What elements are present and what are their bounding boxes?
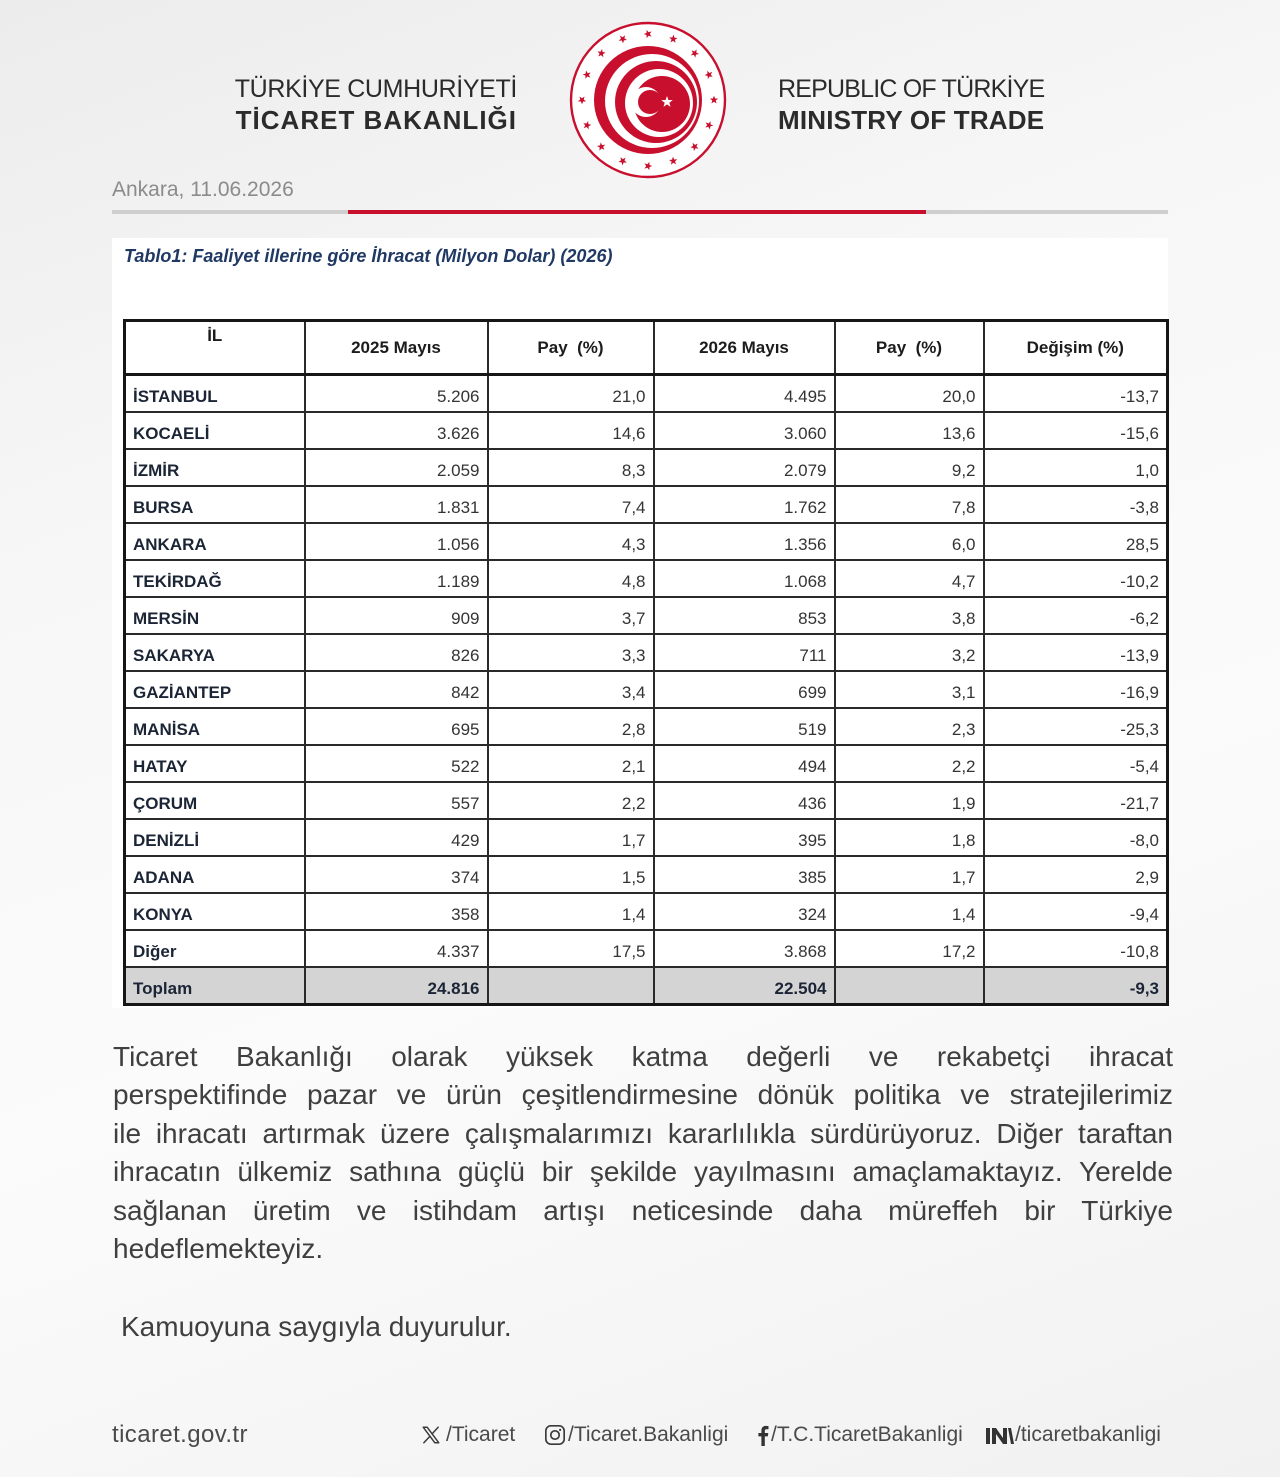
cell-2025-mayis: 3.626 [305, 412, 488, 449]
closing-statement: Kamuoyuna saygıyla duyurulur. [121, 1311, 512, 1342]
cell-pay-2026: 3,8 [835, 597, 984, 634]
ministry-name-en: MINISTRY OF TRADE [778, 105, 1045, 135]
cell-pay-2025 [488, 967, 654, 1005]
cell-degisim: -10,8 [984, 930, 1168, 967]
header-divider-accent [348, 210, 926, 214]
nsosyal-icon[interactable] [986, 1424, 1014, 1446]
cell-province: ÇORUM [125, 782, 305, 819]
cell-province: MANİSA [125, 708, 305, 745]
seal-crescent-cut [638, 90, 662, 114]
cell-degisim: -25,3 [984, 708, 1168, 745]
cell-degisim: 2,9 [984, 856, 1168, 893]
paragraph-line: ile ihracatı artırmak üzere çalışmalarımızı kararlılıkla sürdürüyoruz. Diğer taraftan [113, 1117, 1173, 1149]
cell-pay-2025: 2,8 [488, 708, 654, 745]
cell-2026-mayis: 3.868 [654, 930, 835, 967]
cell-province: KOCAELİ [125, 412, 305, 449]
cell-pay-2026: 6,0 [835, 523, 984, 560]
cell-pay-2025: 4,3 [488, 523, 654, 560]
paragraph-line: sağlanan üretim ve istihdam artışı neticesinde daha müreffeh bir Türkiye [113, 1194, 1173, 1226]
cell-2026-mayis: 1.356 [654, 523, 835, 560]
country-name-en: REPUBLIC OF TÜRKİYE [778, 75, 1045, 103]
cell-pay-2026: 1,7 [835, 856, 984, 893]
cell-pay-2025: 3,7 [488, 597, 654, 634]
paragraph-line: perspektifinde pazar ve ürün çeşitlendirmesine dönük politika ve stratejilerimiz [113, 1079, 1173, 1111]
cell-province: Toplam [125, 967, 305, 1005]
ministry-name-turkish [235, 74, 517, 136]
cell-2025-mayis: 1.056 [305, 523, 488, 560]
table-row [125, 819, 1168, 856]
cell-degisim: -9,3 [984, 967, 1168, 1005]
cell-pay-2025: 1,4 [488, 893, 654, 930]
table-header [125, 321, 1168, 375]
table-row [125, 856, 1168, 893]
cell-pay-2025: 1,7 [488, 819, 654, 856]
table-row [125, 671, 1168, 708]
export-table [123, 319, 1169, 1006]
cell-2025-mayis: 826 [305, 634, 488, 671]
cell-2026-mayis: 1.762 [654, 486, 835, 523]
table-row [125, 523, 1168, 560]
cell-2026-mayis: 4.495 [654, 375, 835, 413]
table-row [125, 597, 1168, 634]
cell-province: TEKİRDAĞ [125, 560, 305, 597]
cell-province: İSTANBUL [125, 375, 305, 413]
table-row [125, 782, 1168, 819]
cell-2026-mayis: 853 [654, 597, 835, 634]
table-row [125, 708, 1168, 745]
cell-2026-mayis: 699 [654, 671, 835, 708]
cell-degisim: -13,7 [984, 375, 1168, 413]
cell-2025-mayis: 2.059 [305, 449, 488, 486]
paragraph-line: hedeflemekteyiz. [113, 1233, 324, 1265]
column-header-pay-2025: Pay (%) [488, 321, 654, 375]
cell-2025-mayis: 842 [305, 671, 488, 708]
country-name-tr: TÜRKİYE CUMHURİYETİ [234, 75, 517, 103]
x-icon[interactable] [420, 1424, 442, 1446]
cell-2026-mayis: 22.504 [654, 967, 835, 1005]
column-header-il: İL [125, 321, 305, 375]
cell-pay-2025: 17,5 [488, 930, 654, 967]
cell-2026-mayis: 519 [654, 708, 835, 745]
cell-2025-mayis: 1.189 [305, 560, 488, 597]
table-row [125, 412, 1168, 449]
cell-degisim: -15,6 [984, 412, 1168, 449]
cell-province: GAZİANTEP [125, 671, 305, 708]
x-handle-link[interactable]: /Ticaret [446, 1423, 516, 1446]
cell-province: ADANA [125, 856, 305, 893]
cell-pay-2026: 3,2 [835, 634, 984, 671]
cell-pay-2026: 9,2 [835, 449, 984, 486]
cell-pay-2025: 1,5 [488, 856, 654, 893]
cell-2026-mayis: 711 [654, 634, 835, 671]
table-row [125, 486, 1168, 523]
cell-pay-2026: 7,8 [835, 486, 984, 523]
cell-province: İZMİR [125, 449, 305, 486]
date-line: Ankara, 11.06.2026 [112, 178, 294, 201]
cell-degisim: -13,9 [984, 634, 1168, 671]
table-title: Tablo1: Faaliyet illerine göre İhracat (Milyon Dolar) (2026) [124, 246, 613, 266]
cell-pay-2025: 7,4 [488, 486, 654, 523]
cell-2025-mayis: 1.831 [305, 486, 488, 523]
table-row [125, 893, 1168, 930]
cell-2025-mayis: 374 [305, 856, 488, 893]
cell-degisim: -21,7 [984, 782, 1168, 819]
column-header-2025-mayis: 2025 Mayıs [305, 321, 488, 375]
ministry-seal-logo [568, 20, 728, 180]
cell-pay-2025: 4,8 [488, 560, 654, 597]
cell-pay-2025: 21,0 [488, 375, 654, 413]
cell-pay-2026: 1,4 [835, 893, 984, 930]
table-row [125, 375, 1168, 413]
website-link[interactable]: ticaret.gov.tr [112, 1421, 248, 1448]
paragraph-line: ihracatın ülkemiz sathına güçlü bir şekilde yayılmasını amaçlamaktayız. Yerelde [113, 1156, 1173, 1188]
announcement-paragraph [113, 1038, 1173, 1268]
table-total-row [125, 967, 1168, 1005]
cell-pay-2026: 4,7 [835, 560, 984, 597]
instagram-handle-link[interactable]: /Ticaret.Bakanligi [568, 1423, 729, 1446]
cell-pay-2026 [835, 967, 984, 1005]
column-header-pay-2026: Pay (%) [835, 321, 984, 375]
table-row [125, 745, 1168, 782]
cell-pay-2025: 3,4 [488, 671, 654, 708]
nsosyal-handle-link[interactable]: /ticaretbakanligi [1015, 1423, 1161, 1446]
table-row [125, 449, 1168, 486]
cell-2026-mayis: 385 [654, 856, 835, 893]
cell-province: HATAY [125, 745, 305, 782]
cell-2026-mayis: 2.079 [654, 449, 835, 486]
table-row [125, 634, 1168, 671]
table-body [125, 375, 1168, 1005]
cell-degisim: 28,5 [984, 523, 1168, 560]
cell-pay-2025: 8,3 [488, 449, 654, 486]
cell-degisim: -10,2 [984, 560, 1168, 597]
cell-degisim: -8,0 [984, 819, 1168, 856]
facebook-icon[interactable] [757, 1424, 769, 1446]
cell-2025-mayis: 522 [305, 745, 488, 782]
column-header-degisim: Değişim (%) [984, 321, 1168, 375]
cell-degisim: -6,2 [984, 597, 1168, 634]
cell-degisim: -16,9 [984, 671, 1168, 708]
cell-2025-mayis: 909 [305, 597, 488, 634]
table-row [125, 560, 1168, 597]
cell-pay-2025: 14,6 [488, 412, 654, 449]
cell-degisim: -9,4 [984, 893, 1168, 930]
cell-degisim: -3,8 [984, 486, 1168, 523]
cell-2026-mayis: 324 [654, 893, 835, 930]
ministry-name-tr: TİCARET BAKANLIĞI [235, 105, 517, 135]
cell-pay-2025: 2,2 [488, 782, 654, 819]
cell-pay-2026: 2,2 [835, 745, 984, 782]
cell-pay-2025: 3,3 [488, 634, 654, 671]
paragraph-line: Ticaret Bakanlığı olarak yüksek katma değerli ve rekabetçi ihracat [113, 1041, 1173, 1072]
cell-2025-mayis: 358 [305, 893, 488, 930]
cell-2026-mayis: 1.068 [654, 560, 835, 597]
cell-province: BURSA [125, 486, 305, 523]
table-header-row [125, 321, 1168, 375]
table-row [125, 930, 1168, 967]
cell-2026-mayis: 395 [654, 819, 835, 856]
cell-province: ANKARA [125, 523, 305, 560]
cell-province: SAKARYA [125, 634, 305, 671]
cell-pay-2026: 1,9 [835, 782, 984, 819]
cell-2025-mayis: 4.337 [305, 930, 488, 967]
cell-degisim: 1,0 [984, 449, 1168, 486]
cell-2025-mayis: 24.816 [305, 967, 488, 1005]
cell-province: MERSİN [125, 597, 305, 634]
cell-province: Diğer [125, 930, 305, 967]
cell-2026-mayis: 436 [654, 782, 835, 819]
cell-pay-2026: 20,0 [835, 375, 984, 413]
cell-2026-mayis: 494 [654, 745, 835, 782]
cell-pay-2026: 13,6 [835, 412, 984, 449]
cell-pay-2026: 17,2 [835, 930, 984, 967]
cell-pay-2026: 1,8 [835, 819, 984, 856]
facebook-handle-link[interactable]: /T.C.TicaretBakanligi [771, 1423, 963, 1446]
cell-2025-mayis: 557 [305, 782, 488, 819]
cell-2025-mayis: 695 [305, 708, 488, 745]
cell-pay-2025: 2,1 [488, 745, 654, 782]
cell-province: KONYA [125, 893, 305, 930]
cell-2025-mayis: 429 [305, 819, 488, 856]
instagram-icon[interactable] [544, 1424, 566, 1446]
cell-pay-2026: 2,3 [835, 708, 984, 745]
cell-2025-mayis: 5.206 [305, 375, 488, 413]
ministry-name-english [778, 74, 1044, 136]
cell-pay-2026: 3,1 [835, 671, 984, 708]
cell-province: DENİZLİ [125, 819, 305, 856]
column-header-2026-mayis: 2026 Mayıs [654, 321, 835, 375]
cell-2026-mayis: 3.060 [654, 412, 835, 449]
cell-degisim: -5,4 [984, 745, 1168, 782]
